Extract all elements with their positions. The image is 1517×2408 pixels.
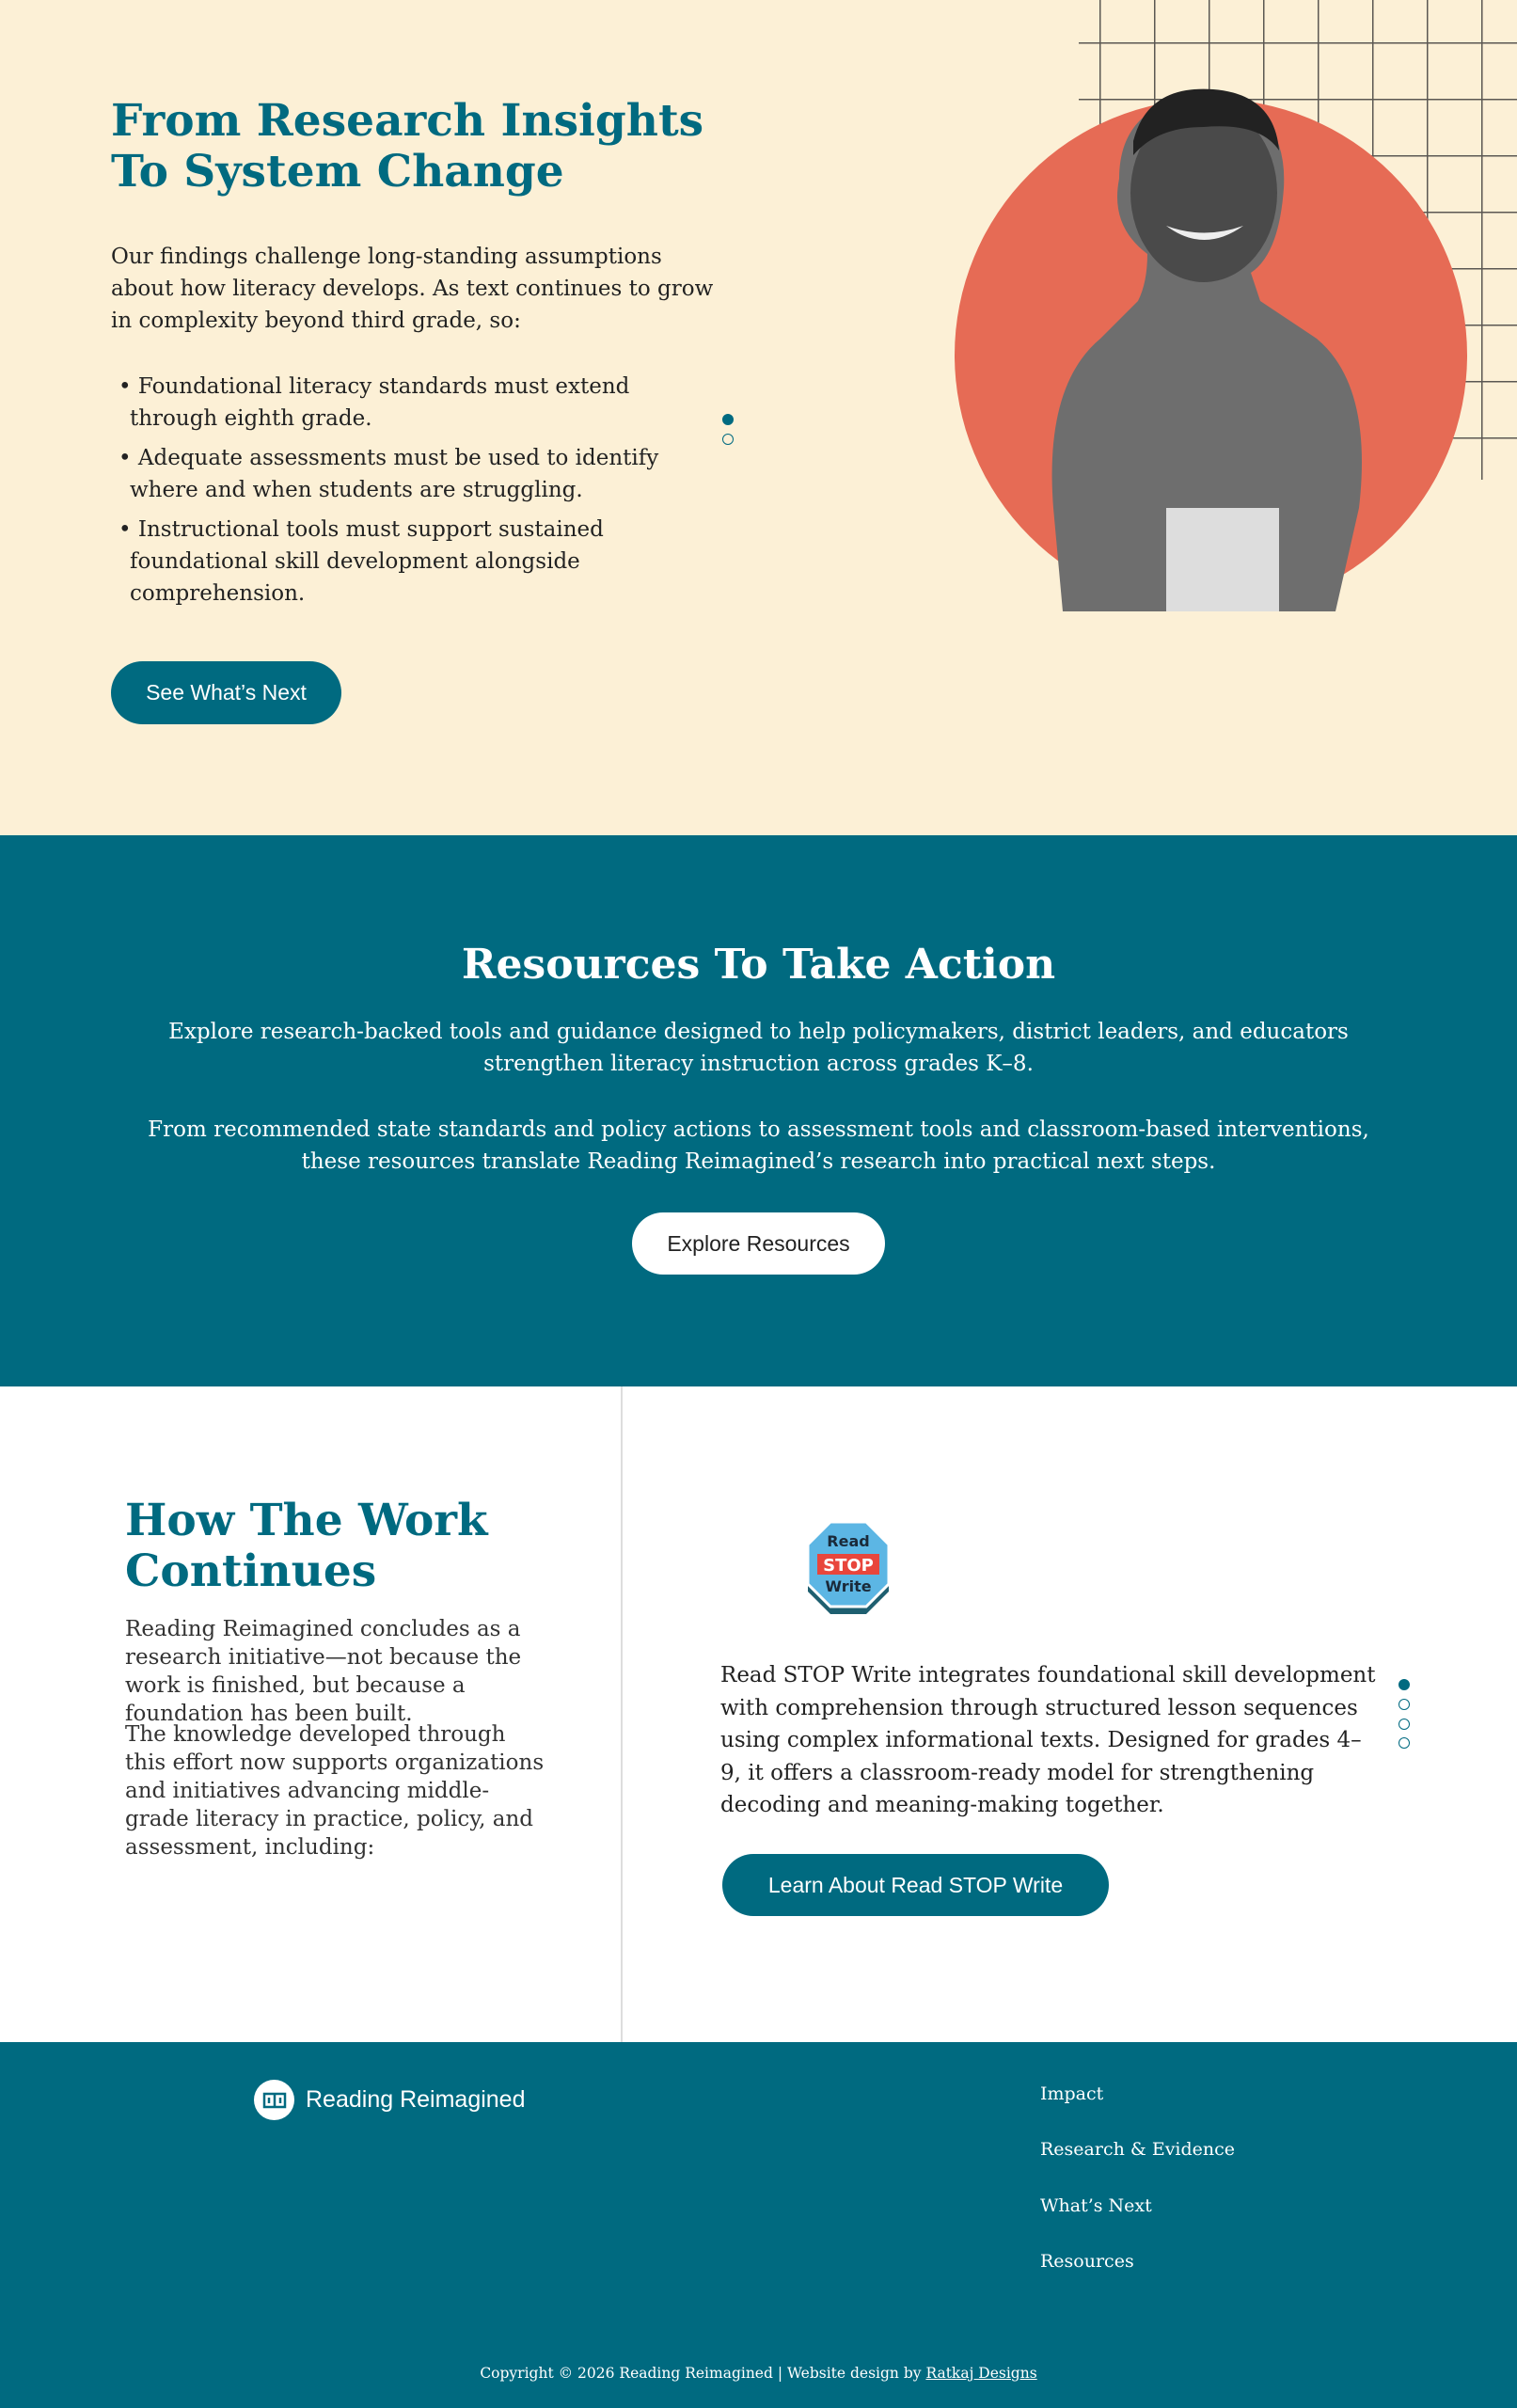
resources-paragraph-2: From recommended state standards and policy actions to assessment tools and classroom-based interventions, these resources translate Reading Reimagined’s research into practical next steps. [148,1117,1369,1174]
resources-section [0,835,1517,1386]
bullet-item: • Foundational literacy standards must extend through eighth grade. [119,374,630,431]
carousel-dot-3[interactable] [1398,1719,1410,1730]
carousel-dot-2[interactable] [1398,1699,1410,1710]
footer-link-resources[interactable]: Resources [1040,2251,1134,2272]
bullet-text: Adequate assessments must be used to identify where and when students are struggling. [130,446,659,502]
carousel-dot-1[interactable] [1398,1679,1410,1690]
svg-text:Read: Read [827,1532,870,1550]
learn-about-read-stop-write-button[interactable]: Learn About Read STOP Write [722,1854,1109,1916]
resources-title: Resources To Take Action [461,941,1056,989]
site-footer [0,2042,1517,2408]
book-logo-icon [254,2080,294,2120]
footer-link-impact[interactable]: Impact [1040,2083,1104,2104]
svg-text:STOP: STOP [823,1556,874,1576]
carousel-dot-4[interactable] [1398,1737,1410,1749]
svg-text:Write: Write [825,1577,872,1595]
carousel-dot-1[interactable] [722,414,734,425]
footer-link-whats-next[interactable]: What’s Next [1040,2195,1152,2216]
read-stop-write-logo [804,1518,893,1617]
hero-section [0,0,1517,835]
footer-link-research[interactable]: Research & Evidence [1040,2139,1236,2160]
footer-brand: Reading Reimagined [306,2086,526,2113]
hero-bullet-list [117,371,709,617]
work-title: How The Work Continues [125,1495,488,1597]
hero-intro: Our findings challenge long-standing assumptions about how literacy develops. As text continues to grow in complexity beyond third grade, so: [111,245,714,333]
bullet-text: Instructional tools must support sustained foundational skill development alongside comprehension. [130,517,604,606]
bullet-item: • Adequate assessments must be used to identify where and when students are struggling. [119,446,659,502]
work-paragraph-2: The knowledge developed through this effort now supports organizations and initiatives advancing middle-grade literacy in practice, policy, and assessment, including: [125,1722,545,1860]
designer-link[interactable]: Ratkaj Designs [925,2365,1037,2382]
column-divider [621,1386,623,2042]
read-stop-write-description: Read STOP Write integrates foundational skill development with comprehension through structured lesson sequences using complex informational texts. Designed for grades 4–9, it offers a classroom-ready model for strengthening decoding and meaning-making together. [720,1663,1376,1817]
work-section [0,1386,1517,2042]
bullet-item: • Instructional tools must support sustained foundational skill development alongside comprehension. [119,517,604,606]
bullet-text: Foundational literacy standards must extend through eighth grade. [130,374,630,431]
see-whats-next-button[interactable]: See What’s Next [111,661,341,724]
resources-paragraph-1: Explore research-backed tools and guidance designed to help policymakers, district leaders, and educators strengthen literacy instruction across grades K–8. [168,1020,1349,1076]
footer-logo-link[interactable] [254,2080,525,2120]
hero-title: From Research Insights To System Change [111,95,704,198]
carousel-dot-2[interactable] [722,434,734,445]
explore-resources-button[interactable]: Explore Resources [632,1212,885,1275]
student-photo [1025,66,1383,611]
copyright [0,2365,1517,2382]
copyright-text: Copyright © 2026 Reading Reimagined | Website design by [480,2365,926,2382]
work-paragraph-1: Reading Reimagined concludes as a research initiative—not because the work is finished, but because a foundation has been built. [125,1617,522,1726]
